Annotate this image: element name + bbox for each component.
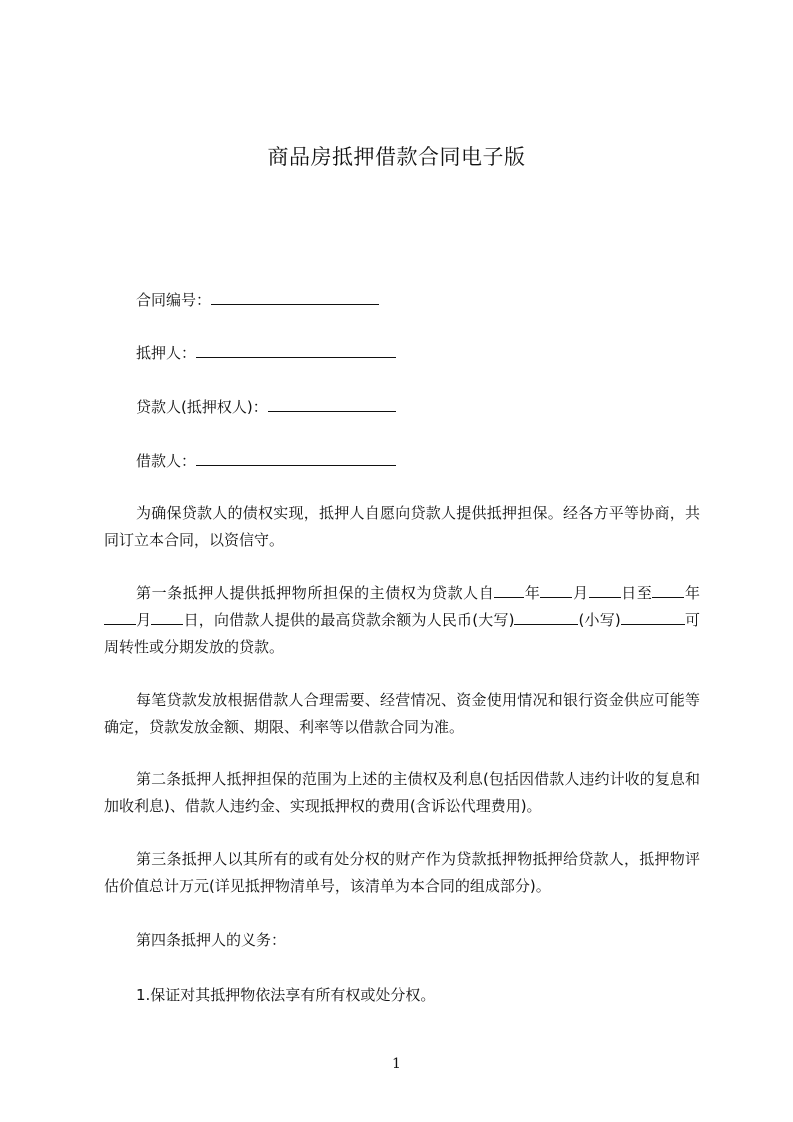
contract-number-label: 合同编号：: [136, 291, 212, 309]
borrower-label: 借款人：: [136, 452, 197, 470]
article-1-text-month-2: 月: [136, 611, 152, 629]
lender-field: [136, 396, 396, 418]
article-1-text-figures: (小写): [578, 611, 621, 629]
end-year-blank: [652, 583, 684, 598]
article-2-paragraph: 第二条抵押人抵押担保的范围为上述的主债权及利息(包括因借款人违约计收的复息和加收利息)、借款人违约金、实现抵押权的费用(含诉讼代理费用)。: [104, 770, 700, 815]
intro-paragraph: 为确保贷款人的债权实现，抵押人自愿向贷款人提供抵押担保。经各方平等协商，共同订立本合同，以资信守。: [104, 504, 700, 549]
document-title: 商品房抵押借款合同电子版: [267, 145, 526, 169]
article-1-text-year: 年: [524, 584, 541, 602]
end-month-blank: [104, 610, 136, 625]
article-1-text-year-2: 年: [684, 584, 700, 602]
article-4-heading: 第四条抵押人的义务：: [136, 931, 287, 949]
article-1-paragraph: [104, 580, 700, 661]
borrower-blank: [196, 451, 396, 466]
lender-label: 贷款人(抵押权人)：: [136, 398, 268, 416]
page-number: 1: [392, 1056, 401, 1072]
start-day-blank: [589, 583, 621, 598]
mortgagor-field: [136, 342, 396, 364]
loan-issuance-paragraph: 每笔贷款发放根据借款人合理需要、经营情况、资金使用情况和银行资金供应可能等确定，贷款发放金额、期限、利率等以借款合同为准。: [104, 691, 700, 736]
obligation-item-1: 1.保证对其抵押物依法享有所有权或处分权。: [136, 986, 436, 1004]
start-year-blank: [494, 583, 524, 598]
contract-number-field: [136, 289, 379, 311]
article-1-text-a: 第一条抵押人提供抵押物所担保的主债权为贷款人自: [136, 584, 495, 602]
mortgagor-blank: [196, 343, 396, 358]
contract-number-blank: [211, 290, 379, 305]
amount-words-blank: [514, 610, 578, 625]
amount-figures-blank: [621, 610, 685, 625]
lender-blank: [268, 397, 396, 412]
borrower-field: [136, 450, 396, 472]
article-1-text-end: 可周转性或分期发放的贷款。: [104, 611, 700, 656]
article-1-text-amount: 日，向借款人提供的最高贷款余额为人民币(大写): [183, 611, 515, 629]
start-month-blank: [540, 583, 572, 598]
article-3-paragraph: 第三条抵押人以其所有的或有处分权的财产作为贷款抵押物抵押给贷款人，抵押物评估价值总计万元(详见抵押物清单号，该清单为本合同的组成部分)。: [104, 850, 700, 895]
article-1-text-to: 日至: [620, 584, 653, 602]
mortgagor-label: 抵押人：: [136, 344, 197, 362]
article-1-text-month: 月: [572, 584, 589, 602]
end-day-blank: [151, 610, 183, 625]
